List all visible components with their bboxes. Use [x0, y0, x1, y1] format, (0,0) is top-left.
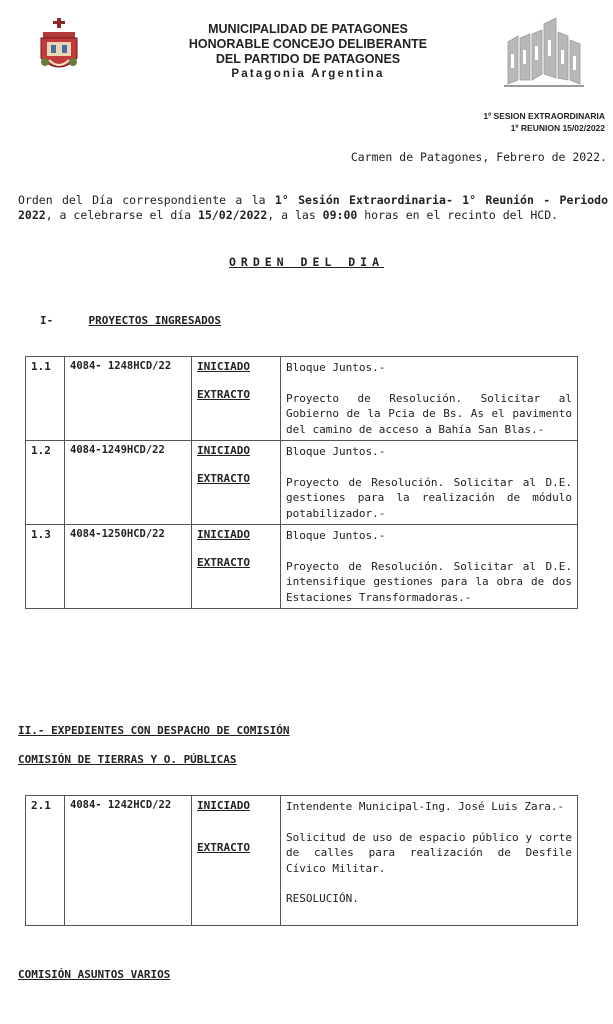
header-block [150, 22, 466, 82]
intro-session: 1° Sesión Extraordinaria- 1° Reunión - Periodo 2022 [18, 193, 608, 222]
expediente-number: 4084- 1248HCD/22 [65, 357, 192, 441]
extracto-value: Proyecto de Resolución. Solicitar al Gobierno de la Pcia de Bs. As el pavimento del camino de acceso a Bahía San Blas.- [286, 391, 572, 436]
items-table-2 [25, 795, 578, 926]
table-row [26, 357, 578, 441]
resolucion-value: RESOLUCIÓN. [286, 892, 359, 905]
orden-del-dia-title: ORDEN DEL DIA [228, 255, 384, 269]
expediente-number: 4084- 1242HCD/22 [65, 796, 192, 926]
expediente-number: 4084-1249HCD/22 [65, 441, 192, 525]
item-number: 1.2 [26, 441, 65, 525]
intro-text-4: horas en el recinto del HCD. [357, 208, 559, 222]
table-row [26, 796, 578, 926]
section-1-heading [40, 314, 221, 327]
extracto-label: EXTRACTO [197, 840, 250, 854]
text-cell [281, 441, 578, 525]
extracto-value: Solicitud de uso de espacio público y corte de calles para realización de Desfile Cívico Militar. [286, 830, 572, 875]
extracto-label: EXTRACTO [197, 472, 250, 485]
intro-text-1: Orden del Día correspondiente a la [18, 193, 275, 207]
item-number: 2.1 [26, 796, 65, 926]
intro-paragraph [18, 193, 608, 223]
extracto-label: EXTRACTO [197, 556, 250, 569]
iniciado-value: Intendente Municipal-Ing. José Luis Zara.- [286, 800, 565, 813]
iniciado-value: Bloque Juntos.- [286, 529, 386, 542]
extracto-value: Proyecto de Resolución. Solicitar al D.E. gestiones para la realización de módulo potabilizador.- [286, 475, 572, 520]
section-1-number: I- [40, 314, 54, 327]
section-1-title: PROYECTOS INGRESADOS [88, 314, 221, 327]
hcd-building-logo [502, 14, 586, 90]
comision-tierras-heading: COMISIÓN DE TIERRAS Y O. PÚBLICAS [18, 753, 237, 766]
label-cell [192, 525, 281, 609]
iniciado-label: INICIADO [197, 360, 250, 373]
iniciado-label: INICIADO [197, 528, 250, 541]
date-line: Carmen de Patagones, Febrero de 2022. [350, 150, 607, 164]
intro-text-3: , a las [267, 208, 323, 222]
session-line2: 1º REUNION 15/02/2022 [510, 123, 605, 133]
table-row [26, 525, 578, 609]
intro-time: 09:00 [322, 208, 358, 222]
extracto-value: Proyecto de Resolución. Solicitar al D.E. intensifique gestiones para la obra de dos Estaciones Transformadoras.- [286, 559, 572, 604]
text-cell [281, 796, 578, 926]
municipal-crest-logo [37, 18, 81, 78]
header-title-line1: MUNICIPALIDAD DE PATAGONES [208, 22, 408, 36]
label-cell [192, 441, 281, 525]
intro-date: 15/02/2022 [198, 208, 268, 222]
header-title-line3: DEL PARTIDO DE PATAGONES [215, 52, 401, 66]
iniciado-label: INICIADO [197, 799, 250, 812]
section-2-heading: II.- EXPEDIENTES CON DESPACHO DE COMISIÓN [18, 724, 290, 737]
comision-varios-heading: COMISIÓN ASUNTOS VARIOS [18, 968, 171, 981]
label-cell [192, 796, 281, 926]
session-info [483, 110, 605, 134]
label-cell [192, 357, 281, 441]
iniciado-label: INICIADO [197, 444, 250, 457]
text-cell [281, 357, 578, 441]
table-row [26, 441, 578, 525]
header-tagline: Patagonia Argentina [231, 68, 385, 80]
expediente-number: 4084-1250HCD/22 [65, 525, 192, 609]
extracto-label: EXTRACTO [197, 388, 250, 401]
intro-text-2: , a celebrarse el día [45, 208, 199, 222]
session-line1: 1º SESION EXTRAORDINARIA [483, 111, 605, 121]
iniciado-value: Bloque Juntos.- [286, 361, 386, 374]
text-cell [281, 525, 578, 609]
iniciado-value: Bloque Juntos.- [286, 445, 386, 458]
header-title-line2: HONORABLE CONCEJO DELIBERANTE [188, 37, 428, 51]
items-table-1 [25, 356, 578, 609]
item-number: 1.1 [26, 357, 65, 441]
item-number: 1.3 [26, 525, 65, 609]
